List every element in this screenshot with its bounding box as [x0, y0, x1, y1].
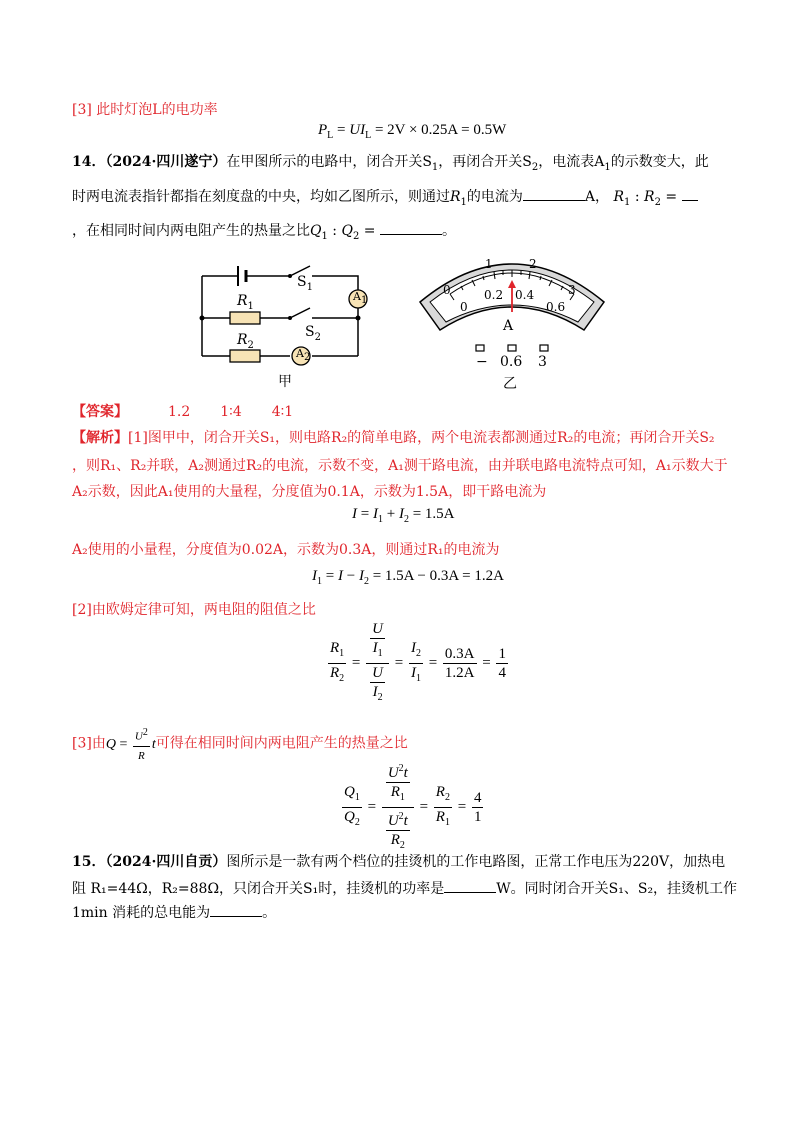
terminal-06: 0.6: [500, 354, 523, 370]
q15-number: 15．: [72, 854, 106, 870]
label-a2: $A_2$: [296, 347, 311, 364]
answer-blank[interactable]: [210, 902, 262, 917]
bottom-scale-06: 0.6: [546, 300, 566, 314]
label-r2: $R_2$: [237, 332, 254, 351]
caption-yi: 乙: [503, 376, 517, 392]
terminals: [470, 342, 560, 354]
analysis-text: [1]图甲中，闭合开关S₁，则电路R₂的简单电路，两个电流表都测通过R₂的电流；再闭合开关S₂: [128, 430, 715, 446]
answer-value: 1.2: [168, 404, 191, 420]
q15-line1: [72, 852, 725, 872]
analysis-eq1: $I = I_1 + I_2 = 1.5A$: [352, 506, 455, 525]
analysis-eq2: $I_1 = I - I_2 = 1.5A - 0.3A = 1.2A$: [312, 568, 504, 587]
bottom-scale-04: 0.4: [515, 288, 535, 302]
q14-text: ，再闭合开关S: [438, 154, 532, 170]
q14-line3: ，在相同时间内两电阻产生的热量之比$Q_1$ : $Q_2$ = 。: [72, 220, 456, 247]
q14-text: 在甲图所示的电路中，闭合开关S: [226, 154, 432, 170]
bottom-scale-02: 0.2: [484, 288, 504, 302]
top-scale-1: 1: [485, 257, 493, 271]
answer-blank[interactable]: [523, 186, 585, 201]
q14-text: 的电流为: [466, 189, 523, 205]
analysis-line5: [2]由欧姆定律可知，两电阻的阻值之比: [72, 602, 316, 618]
q15-text: 1min 消耗的总电能为: [72, 905, 211, 921]
q15-line3: [72, 902, 276, 923]
q15-text: 。: [262, 905, 277, 921]
caption-jia: 甲: [278, 374, 292, 390]
part3-equation: $P_L = UI_L = 2V \times 0.25A = 0.5W$: [318, 122, 507, 141]
q14-text: 。: [441, 223, 456, 239]
label-a1: $A_1$: [353, 290, 368, 307]
analysis-label: 【解析】: [72, 430, 128, 446]
q14-text: ，在相同时间内两电阻产生的热量之比: [72, 223, 310, 239]
label-s2: $S_2$: [305, 324, 321, 343]
top-scale-3: 3: [568, 283, 576, 297]
q14-line2: 时两电流表指针都指在刻度盘的中央，均如乙图所示，则通过$R_1$的电流为 A， $R_1$ : $R_2$ =: [72, 186, 698, 213]
resistance-ratio-equation: $\frac{R_1}{R_2}$ = $\frac{\frac{U}{I_1}}{\frac{U}{I_2}}$ = $\frac{I_2}{I_1}$ = $\frac{0.3A}{1.2A}$ = $\frac{1}{4}$: [330, 621, 506, 703]
q15-text: 阻 R₁=44Ω，R₂=88Ω，只闭合开关S₁时，挂烫机的功率是: [72, 881, 445, 897]
q15-line2: [72, 878, 737, 899]
analysis-line3: A₂示数，因此A₁使用的大量程，分度值为0.1A，示数为1.5A，即干路电流为: [72, 484, 547, 500]
q15-text: W。同时闭合开关S₁、S₂，挂烫机工作: [496, 881, 738, 897]
q14-text: A，: [584, 189, 610, 205]
q15-source: （2024·四川自贡）: [105, 854, 227, 870]
label-r1: $R_1$: [237, 293, 254, 312]
q14-text: 的示数变大，此: [610, 154, 709, 170]
resistor-r1: [230, 312, 260, 324]
terminal-3: 3: [538, 354, 547, 370]
terminal-neg: −: [476, 354, 488, 370]
answer-blank[interactable]: [380, 220, 442, 235]
top-scale-2: 2: [529, 257, 537, 271]
q14-text: ，电流表A: [538, 154, 605, 170]
analysis-line4: A₂使用的小量程，分度值为0.02A，示数为0.3A，则通过R₁的电流为: [72, 542, 500, 558]
label-s1: $S_1$: [297, 274, 313, 293]
answer-value: 4∶1: [271, 404, 294, 420]
q14-source: （2024·四川遂宁）: [105, 154, 227, 170]
answer-value: 1∶4: [220, 404, 242, 420]
part3-title: [3] 此时灯泡L的电功率: [72, 102, 218, 118]
analysis-line1: [72, 428, 715, 448]
bottom-scale-0: 0: [460, 300, 468, 314]
analysis-line2: ，则R₁、R₂并联，A₂测通过R₂的电流，示数不变，A₁测干路电流，由并联电路电流特点可知，A₁示数大于: [72, 458, 728, 474]
answer-label: 【答案】: [72, 404, 128, 420]
q14-text: 时两电流表指针都指在刻度盘的中央，均如乙图所示，则通过: [72, 189, 450, 205]
meter-unit: A: [503, 318, 514, 334]
q14-line1: 14．（2024·四川遂宁）在甲图所示的电路中，闭合开关$S_1$，再闭合开关$S_2$，电流表$A_1$的示数变大，此: [72, 154, 709, 173]
analysis-line6: [3]由Q = $\frac{U^2}{R}$ t可得在相同时间内两电阻产生的热量之比: [72, 724, 408, 765]
answer-blank[interactable]: [682, 186, 698, 201]
analysis-text: [3]由: [72, 735, 106, 752]
answer-line: [72, 402, 293, 422]
q14-number: 14．: [72, 154, 106, 170]
heat-ratio-equation: $\frac{Q_1}{Q_2}$ = $\frac{\frac{U^2t}{R_1}}{\frac{U^2t}{R_2}}$ = $\frac{R_2}{R_1}$ = $\frac{4}{1}$: [340, 760, 485, 855]
analysis-text: 可得在相同时间内两电阻产生的热量之比: [155, 735, 408, 752]
q15-text: 图所示是一款有两个档位的挂烫机的工作电路图，正常工作电压为220V，加热电: [226, 854, 726, 870]
answer-blank[interactable]: [444, 878, 496, 893]
resistor-r2: [230, 350, 260, 362]
top-scale-0: 0: [443, 283, 451, 297]
